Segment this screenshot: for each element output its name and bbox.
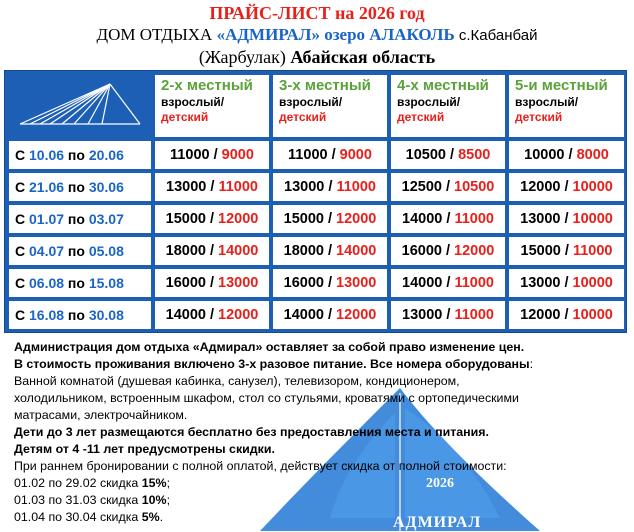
column-adult: взрослый/ [279, 95, 343, 109]
price-cell [509, 173, 624, 201]
price-separator: / [442, 275, 455, 291]
child-price: 10000 [572, 211, 613, 227]
adult-price: 12000 [520, 179, 561, 195]
adult-price: 12000 [520, 307, 561, 323]
column-header [273, 75, 387, 137]
child-price: 11000 [336, 179, 376, 195]
price-cell [155, 237, 269, 265]
date-part: 01.07 [29, 211, 65, 227]
price-cell [391, 173, 505, 201]
discount-line [14, 475, 604, 492]
adult-price: 14000 [402, 275, 443, 291]
adult-price: 14000 [165, 307, 206, 323]
date-part: 03.07 [88, 211, 124, 227]
price-separator: / [564, 147, 577, 163]
region-line [0, 46, 634, 68]
child-price: 12000 [336, 211, 377, 227]
column-adult: взрослый/ [397, 95, 461, 109]
discount-line [14, 509, 604, 526]
adult-price: 15000 [165, 211, 206, 227]
price-separator: / [442, 307, 455, 323]
child-price: 14000 [218, 243, 259, 259]
discount-end: . [159, 510, 164, 524]
note-line [14, 356, 604, 373]
adult-price: 10000 [524, 147, 565, 163]
date-part: С [15, 211, 29, 227]
resort-prefix: ДОМ ОТДЫХА [96, 25, 217, 44]
table-row [9, 205, 624, 233]
note-line: матрасами, электрочайником. [14, 408, 188, 422]
price-separator: / [323, 275, 337, 291]
adult-price: 11000 [288, 147, 328, 163]
price-separator: / [560, 275, 573, 291]
child-price: 10500 [454, 179, 495, 195]
date-part: по [64, 147, 89, 163]
price-cell [155, 205, 269, 233]
table-row [9, 269, 624, 297]
price-separator: / [205, 211, 219, 227]
child-price: 10000 [572, 275, 613, 291]
note-line: Ванной комнатой (душевая кабинка, санузел), телевизором, кондиционером, [14, 374, 460, 388]
price-cell [391, 269, 505, 297]
note-bold: В стоимость проживания включено 3-х разовое питание. Все номера оборудованы [14, 357, 530, 371]
price-table-frame [4, 70, 627, 333]
column-child: детский [397, 110, 445, 124]
date-part: 15.08 [88, 275, 124, 291]
adult-price: 14000 [402, 211, 443, 227]
price-cell [155, 301, 269, 329]
child-price: 8500 [458, 147, 491, 163]
column-child: детский [515, 110, 563, 124]
logo-year: 2026 [426, 476, 454, 491]
child-price: 12000 [218, 211, 259, 227]
price-separator: / [560, 211, 573, 227]
price-separator: / [324, 179, 337, 195]
note-line: При раннем бронировании с полной оплатой, действует скидка от полной стоимости: [14, 459, 507, 473]
discount-range: 01.04 по 30.04 скидка [14, 510, 142, 524]
conditions-text [14, 339, 604, 526]
table-row [9, 237, 624, 265]
child-price: 12000 [218, 307, 259, 323]
price-cell [273, 301, 387, 329]
adult-price: 12500 [401, 179, 442, 195]
price-separator: / [205, 275, 219, 291]
child-price: 13000 [218, 275, 259, 291]
price-separator: / [323, 307, 337, 323]
price-separator: / [445, 147, 459, 163]
discount-range: 01.02 по 29.02 скидка [14, 476, 142, 490]
table-corner-logo [9, 75, 151, 137]
note-line: Детям от 4 -11 лет предусмотрены скидки. [14, 442, 275, 456]
discount-pct: 10% [141, 493, 167, 507]
price-separator: / [323, 243, 337, 259]
resort-line [0, 24, 634, 46]
column-adult: взрослый/ [161, 95, 225, 109]
date-part: по [64, 243, 89, 259]
region-name: Абайская область [290, 47, 436, 67]
adult-price: 13000 [166, 179, 207, 195]
note-line: Дети до 3 лет размещаются бесплатно без предоставления места и питания. [14, 425, 489, 439]
price-cell [155, 269, 269, 297]
price-separator: / [442, 211, 455, 227]
date-part: 10.06 [29, 147, 65, 163]
adult-price: 13000 [284, 179, 325, 195]
price-table [5, 71, 628, 333]
child-price: 10000 [572, 179, 613, 195]
column-title: 5-и местный [515, 77, 608, 94]
adult-price: 16000 [401, 243, 442, 259]
date-range-cell [9, 237, 151, 265]
child-price: 13000 [336, 275, 377, 291]
price-separator: / [206, 179, 219, 195]
discount-line [14, 492, 604, 509]
column-header [391, 75, 505, 137]
table-header-row [9, 75, 624, 137]
price-separator: / [441, 243, 455, 259]
date-part: 04.07 [29, 243, 65, 259]
child-price: 8000 [576, 147, 609, 163]
date-part: С [15, 147, 29, 163]
price-cell [391, 205, 505, 233]
date-part: 30.06 [88, 179, 124, 195]
date-part: 21.06 [29, 179, 65, 195]
column-child: детский [279, 110, 327, 124]
child-price: 10000 [572, 307, 613, 323]
price-cell [509, 269, 624, 297]
price-cell [509, 205, 624, 233]
adult-price: 10500 [405, 147, 446, 163]
date-part: по [64, 275, 89, 291]
price-cell [509, 301, 624, 329]
price-separator: / [560, 243, 573, 259]
resort-place: с.Кабанбай [454, 27, 538, 44]
price-cell [509, 141, 624, 169]
price-cell [391, 237, 505, 265]
adult-price: 13000 [402, 307, 443, 323]
child-price: 14000 [336, 243, 377, 259]
price-separator: / [323, 211, 337, 227]
column-header [155, 75, 269, 137]
adult-price: 14000 [283, 307, 324, 323]
discount-end: ; [166, 476, 171, 490]
price-separator: / [205, 307, 219, 323]
price-cell [273, 173, 387, 201]
date-part: 06.08 [29, 275, 65, 291]
date-part: по [64, 307, 89, 323]
price-separator: / [209, 147, 222, 163]
price-cell [391, 301, 505, 329]
adult-price: 16000 [165, 275, 206, 291]
price-cell [273, 141, 387, 169]
column-title: 4-х местный [397, 77, 489, 94]
adult-price: 15000 [283, 211, 324, 227]
price-cell [273, 269, 387, 297]
child-price: 12000 [454, 243, 495, 259]
column-header [509, 75, 624, 137]
table-row [9, 301, 624, 329]
adult-price: 16000 [283, 275, 324, 291]
child-price: 11000 [454, 211, 494, 227]
child-price: 9000 [221, 147, 254, 163]
date-part: С [15, 307, 29, 323]
price-cell [273, 205, 387, 233]
date-part: 20.06 [88, 147, 124, 163]
resort-brand: «АДМИРАЛ» озеро АЛАКОЛЬ [216, 25, 455, 44]
note-colon: : [529, 357, 534, 371]
date-part: С [15, 243, 29, 259]
note-line: Администрация дом отдыха «Адмирал» оставляет за собой право изменение цен. [14, 340, 525, 354]
date-range-cell [9, 301, 151, 329]
date-part: С [15, 179, 29, 195]
date-part: 05.08 [88, 243, 124, 259]
column-child: детский [161, 110, 209, 124]
price-separator: / [327, 147, 340, 163]
child-price: 11000 [454, 275, 494, 291]
price-cell [391, 141, 505, 169]
price-separator: / [560, 307, 573, 323]
price-separator: / [560, 179, 573, 195]
price-cell [273, 237, 387, 265]
price-cell [155, 141, 269, 169]
date-part: 16.08 [29, 307, 65, 323]
page-header [0, 2, 634, 68]
table-body [9, 141, 624, 329]
region-village: (Жарбулак) [198, 47, 291, 67]
table-row [9, 173, 624, 201]
price-separator: / [441, 179, 455, 195]
date-part: по [64, 179, 89, 195]
child-price: 9000 [339, 147, 372, 163]
logo-brand-name: АДМИРАЛ [393, 514, 482, 531]
sailboat-icon [10, 76, 150, 131]
price-cell [509, 237, 624, 265]
discount-pct: 15% [141, 476, 167, 490]
note-line: холодильником, встроенным шкафом, стол со стульями, кроватями с ортопедическими [14, 391, 519, 405]
date-part: 30.08 [88, 307, 124, 323]
adult-price: 13000 [520, 275, 561, 291]
adult-price: 15000 [520, 243, 561, 259]
child-price: 11000 [454, 307, 494, 323]
column-title: 3-х местный [279, 77, 371, 94]
column-title: 2-х местный [161, 77, 253, 94]
price-list-title: ПРАЙС-ЛИСТ на 2026 год [209, 3, 425, 23]
date-range-cell [9, 269, 151, 297]
price-cell [155, 173, 269, 201]
child-price: 11000 [218, 179, 258, 195]
adult-price: 18000 [165, 243, 206, 259]
date-part: С [15, 275, 29, 291]
adult-price: 11000 [170, 147, 210, 163]
discount-end: ; [166, 493, 171, 507]
child-price: 12000 [336, 307, 377, 323]
adult-price: 18000 [283, 243, 324, 259]
table-row [9, 141, 624, 169]
adult-price: 13000 [520, 211, 561, 227]
date-range-cell [9, 205, 151, 233]
child-price: 11000 [572, 243, 613, 259]
price-separator: / [205, 243, 219, 259]
date-range-cell [9, 141, 151, 169]
column-adult: взрослый/ [515, 95, 579, 109]
discount-pct: 5% [141, 510, 160, 524]
date-part: по [64, 211, 89, 227]
date-range-cell [9, 173, 151, 201]
discount-range: 01.03 по 31.03 скидка [14, 493, 142, 507]
